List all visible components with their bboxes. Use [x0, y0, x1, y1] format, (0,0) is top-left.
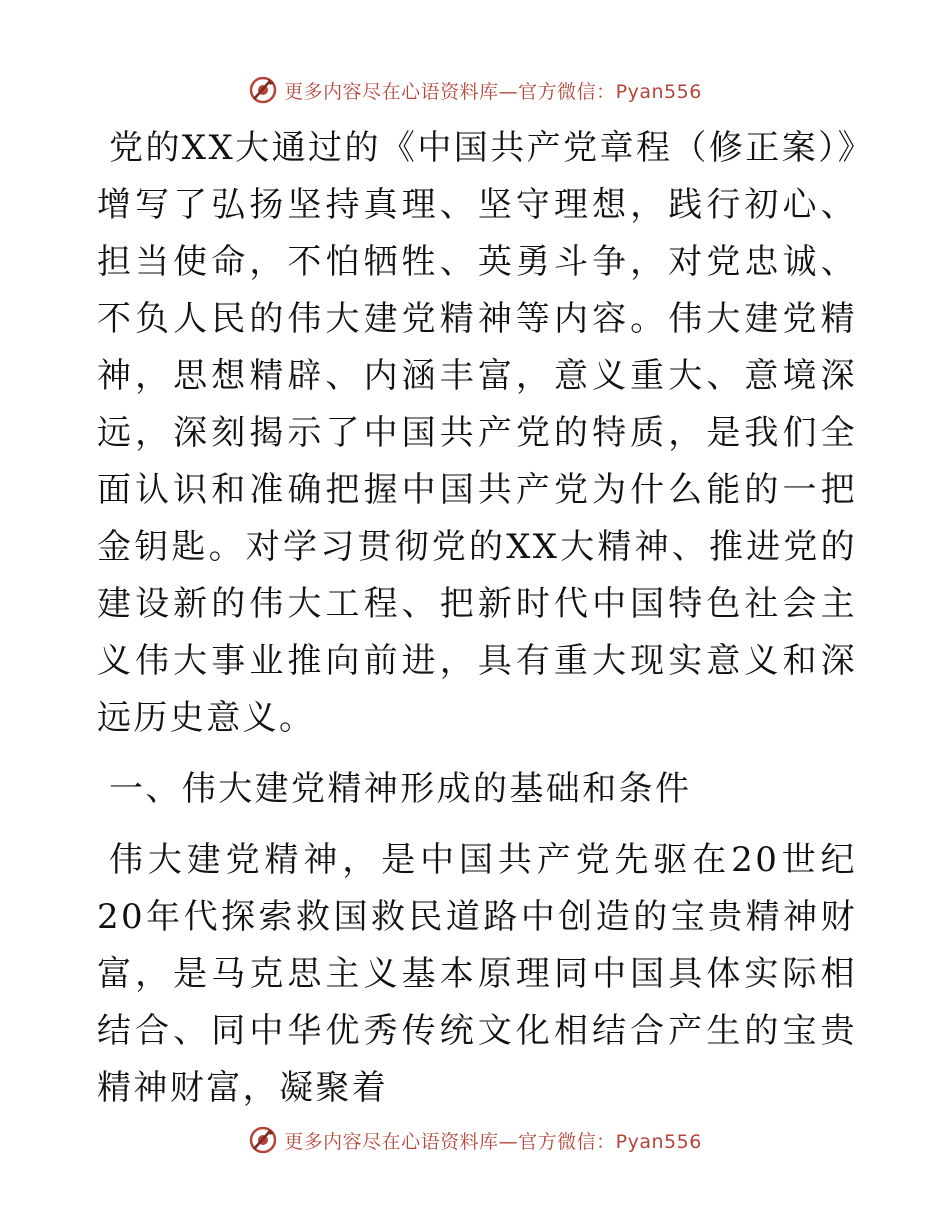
brand-logo-icon — [248, 75, 278, 105]
watermark-text: 更多内容尽在心语资料库—官方微信：Pyan556 — [284, 1130, 702, 1153]
section-paragraph: 伟大建党精神，是中国共产党先驱在20世纪20年代探索救国救民道路中创造的宝贵精神财富，是马克思主义基本原理同中国具体实际相结合、同中华优秀传统文化相结合产生的宝贵精神财富，凝聚着 — [97, 840, 857, 1108]
watermark-text: 更多内容尽在心语资料库—官方微信：Pyan556 — [284, 80, 702, 103]
header-watermark — [0, 72, 950, 108]
footer-watermark — [0, 1122, 950, 1158]
brand-logo-icon — [248, 1125, 278, 1155]
section-heading: 一、伟大建党精神形成的基础和条件 — [109, 769, 692, 809]
intro-paragraph: 党的XX大通过的《中国共产党章程（修正案）》增写了弘扬坚持真理、坚守理想，践行初心、担当使命，不怕牺牲、英勇斗争，对党忠诚、不负人民的伟大建党精神等内容。伟大建党精神，思想精辟、内涵丰富，意义重大、意境深远，深刻揭示了中国共产党的特质，是我们全面认识和准确把握中国共产党为什么能的一把金钥匙。对学习贯彻党的XX大精神、推进党的建设新的伟大工程、把新时代中国特色社会主义伟大事业推向前进，具有重大现实意义和深远历史意义。 — [97, 128, 857, 738]
document-body — [97, 120, 857, 1117]
